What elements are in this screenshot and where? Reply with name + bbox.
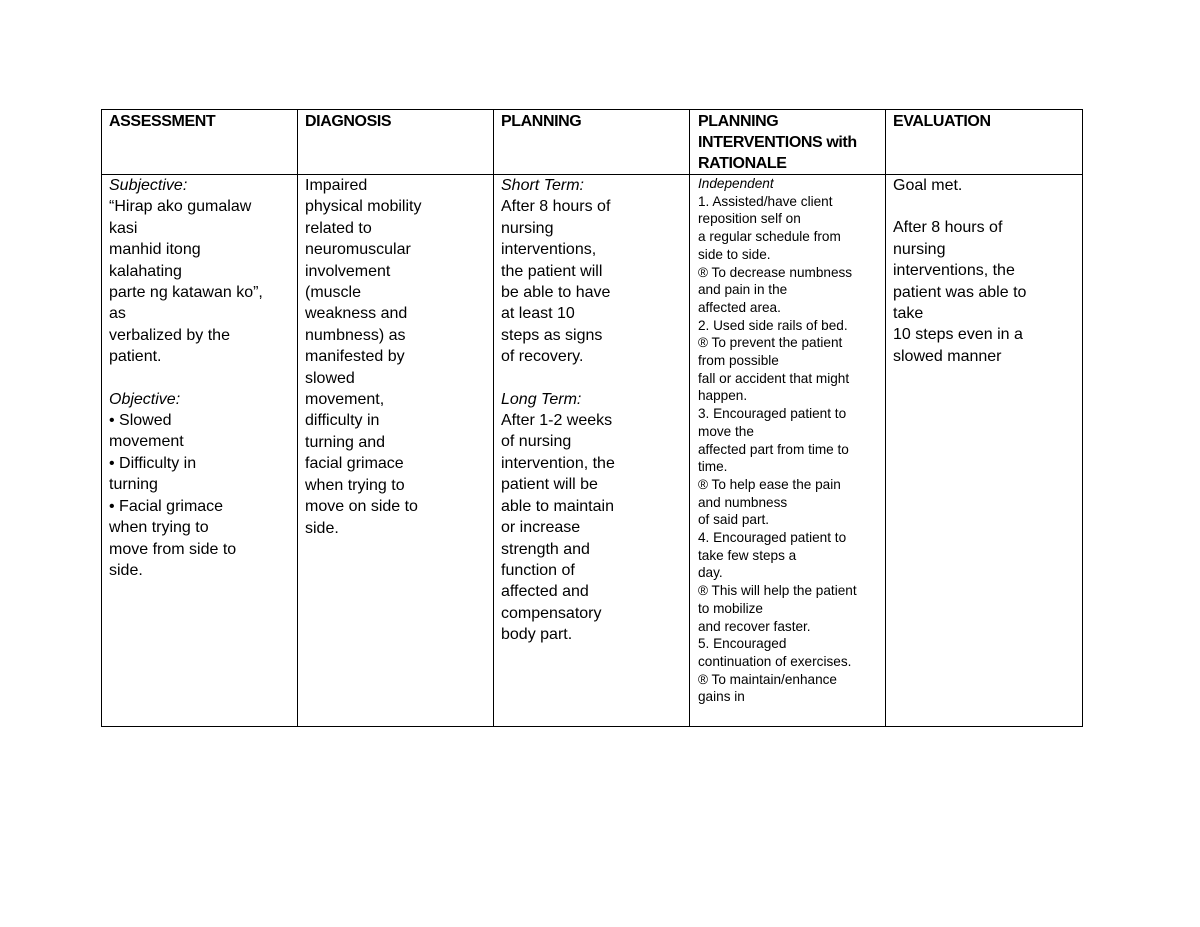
long-term-text (501, 410, 688, 645)
independent-label: Independent (698, 176, 774, 191)
text-line: when trying to (109, 519, 209, 537)
text-line: side. (305, 519, 339, 537)
text-line: manhid itong (109, 241, 201, 259)
header-diagnosis (298, 110, 494, 174)
text-line: day. (698, 565, 723, 581)
header-diagnosis-text: DIAGNOSIS (305, 113, 392, 130)
text-line: and recover faster. (698, 618, 811, 634)
header-assessment (102, 110, 298, 174)
header-evaluation-text: EVALUATION (893, 113, 991, 130)
subjective-label: Subjective: (109, 177, 188, 194)
nursing-care-plan-table (101, 109, 1083, 727)
header-interventions (690, 110, 886, 174)
text-line: neuromuscular (305, 241, 411, 259)
subjective-text (109, 196, 296, 367)
text-line: interventions, (501, 241, 597, 259)
text-line: reposition self on (698, 211, 801, 227)
text-line: kasi (109, 219, 138, 237)
text-line: difficulty in (305, 412, 380, 430)
header-assessment-text: ASSESSMENT (109, 113, 216, 130)
text-line: nursing (501, 219, 554, 237)
text-line: from possible (698, 353, 779, 369)
text-line: ® To prevent the patient (698, 335, 843, 351)
text-line: 10 steps even in a (893, 326, 1023, 344)
planning-cell (494, 175, 690, 726)
text-line: and pain in the (698, 282, 788, 298)
assessment-cell (102, 175, 298, 726)
evaluation-text (893, 217, 1080, 367)
text-line: After 8 hours of (893, 219, 1003, 237)
text-line: and numbness (698, 494, 788, 510)
text-line: parte ng katawan ko”, (109, 284, 263, 302)
text-line: ® This will help the patient (698, 583, 857, 599)
text-line: when trying to (305, 476, 405, 494)
text-line: ® To decrease numbness (698, 264, 853, 280)
evaluation-status: Goal met. (893, 177, 963, 194)
evaluation-cell (886, 175, 1082, 726)
text-line: be able to have (501, 284, 611, 302)
text-line: move on side to (305, 498, 418, 516)
text-line: movement, (305, 391, 385, 409)
text-line: fall or accident that might (698, 370, 850, 386)
text-line: patient. (109, 348, 162, 366)
text-line: slowed manner (893, 347, 1002, 365)
text-line: side to side. (698, 246, 771, 262)
text-line: of nursing (501, 433, 572, 451)
text-line: ® To maintain/enhance (698, 671, 837, 687)
text-line: take (893, 305, 924, 323)
text-line: steps as signs (501, 326, 603, 344)
text-line: gains in (698, 689, 745, 705)
text-line: 4. Encouraged patient to (698, 530, 847, 546)
text-line: • Slowed (109, 412, 172, 430)
text-line: affected and (501, 583, 589, 601)
text-line: weakness and (305, 305, 408, 323)
short-term-label: Short Term: (501, 177, 584, 194)
text-line: (muscle (305, 284, 362, 302)
text-line: patient will be (501, 476, 598, 494)
diagnosis-cell (298, 175, 494, 726)
text-line: involvement (305, 262, 391, 280)
text-line: a regular schedule from (698, 229, 841, 245)
text-line: physical mobility (305, 198, 422, 216)
text-line: patient was able to (893, 283, 1027, 301)
long-term-label: Long Term: (501, 390, 582, 408)
text-line: • Facial grimace (109, 497, 224, 515)
text-line: time. (698, 459, 728, 475)
text-line: related to (305, 219, 372, 237)
interventions-cell (690, 175, 886, 726)
text-line: kalahating (109, 262, 182, 280)
text-line: movement (109, 433, 184, 451)
text-line: 3. Encouraged patient to (698, 406, 847, 422)
text-line: manifested by (305, 348, 405, 366)
text-line: move the (698, 423, 754, 439)
header-interventions-line: RATIONALE (698, 155, 787, 172)
text-line: of recovery. (501, 348, 584, 366)
text-line: or increase (501, 519, 581, 537)
text-line: affected area. (698, 299, 781, 315)
text-line: to mobilize (698, 600, 763, 616)
text-line: side. (109, 561, 143, 579)
text-line: at least 10 (501, 305, 575, 323)
text-line: Impaired (305, 177, 368, 194)
interventions-text (698, 193, 884, 706)
text-line: 2. Used side rails of bed. (698, 317, 848, 333)
short-term-text (501, 196, 688, 367)
text-line: function of (501, 561, 575, 579)
text-line: intervention, the (501, 454, 615, 472)
text-line: slowed (305, 369, 355, 387)
text-line: happen. (698, 388, 748, 404)
text-line: After 1-2 weeks (501, 412, 613, 430)
header-interventions-line: INTERVENTIONS with (698, 134, 857, 151)
text-line: turning (109, 476, 158, 494)
header-interventions-line: PLANNING (698, 113, 779, 130)
text-line: of said part. (698, 512, 770, 528)
header-evaluation (886, 110, 1082, 174)
diagnosis-text (305, 175, 492, 539)
text-line: nursing (893, 240, 946, 258)
text-line: as (109, 305, 126, 323)
header-planning-text: PLANNING (501, 113, 582, 130)
text-line: facial grimace (305, 455, 404, 473)
text-line: verbalized by the (109, 326, 230, 344)
text-line: interventions, the (893, 262, 1015, 280)
text-line: the patient will (501, 262, 603, 280)
text-line: continuation of exercises. (698, 653, 852, 669)
text-line: body part. (501, 626, 573, 644)
text-line: affected part from time to (698, 441, 849, 457)
text-line: 5. Encouraged (698, 636, 787, 652)
text-line: able to maintain (501, 497, 614, 515)
text-line: turning and (305, 433, 386, 451)
text-line: move from side to (109, 540, 237, 558)
text-line: ® To help ease the pain (698, 476, 841, 492)
text-line: “Hirap ako gumalaw (109, 198, 252, 216)
text-line: compensatory (501, 604, 602, 622)
text-line: 1. Assisted/have client (698, 193, 833, 209)
text-line: take few steps a (698, 547, 797, 563)
header-planning (494, 110, 690, 174)
text-line: strength and (501, 540, 590, 558)
objective-label: Objective: (109, 390, 181, 408)
text-line: • Difficulty in (109, 454, 197, 472)
text-line: After 8 hours of (501, 198, 611, 216)
objective-text (109, 410, 296, 581)
text-line: numbness) as (305, 326, 406, 344)
